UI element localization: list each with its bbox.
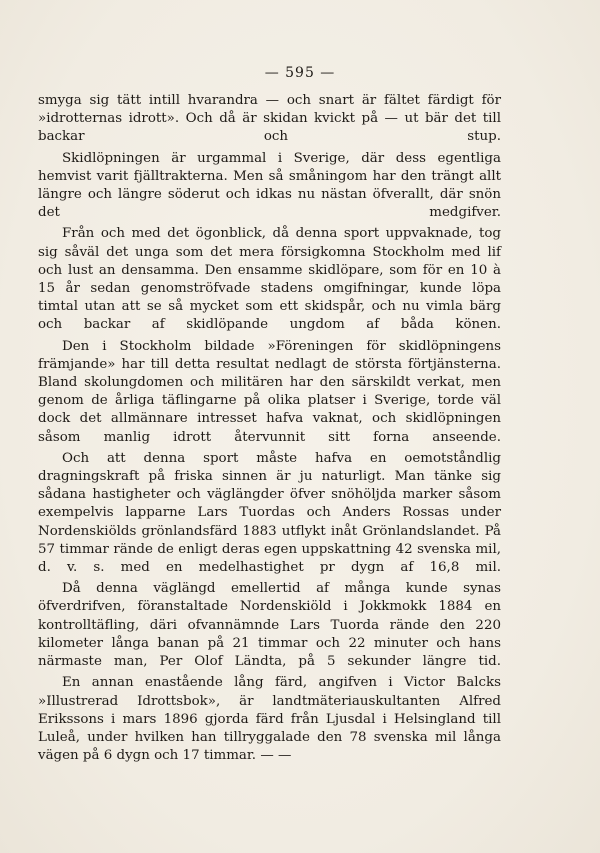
paragraph: Då denna väglängd emellertid af många kunde synas öfverdrifven, föranstaltade Nordenskiöld i Jokkmokk 1884 en kontrolltäfling, däri ofvannämnde Lars Tuorda rände den 220 kilometer långa banan på 21 timmar och 22 minuter och hans närmaste man, Per Olof Ländta, på 5 sekunder längre tid. xyxy=(38,581,501,670)
page-number: — 595 — xyxy=(264,65,336,81)
paragraph: Och att denna sport måste hafva en oemotståndlig dragningskraft på friska sinnen är ju naturligt. Man tänke sig sådana hastigheter och väglängder öfver snöhöljda marker såsom exempelvis lapparne Lars Tuordas och Anders Rossas under Nordenskiölds grönlandsfärd 1883 utflykt inåt Grönlandslandet. På 57 timmar rände de enligt deras egen uppskattning 42 svenska mil, d. v. s. med en medelhastighet pr dygn af 16,8 mil. xyxy=(38,450,501,576)
paragraph: Skidlöpningen är urgammal i Sverige, där dess egentliga hemvist varit fjälltrakterna. Men så småningom har den trängt allt längre och längre söderut och idkas nu nästan öfverallt, där snön det medgifver. xyxy=(38,150,501,221)
paragraph: En annan enastående lång färd, angifven i Victor Balcks »Illustrerad Idrottsbok», är landtmäteriauskultanten Alfred Erikssons i mars 1896 gjorda färd från Ljusdal i Helsingland till Luleå, under hvilken han tillryggalade den 78 svenska mil långa vägen på 6 dygn och 17 timmar. — — xyxy=(38,675,501,764)
paragraph: Från och med det ögonblick, då denna sport uppvaknade, tog sig såväl det unga som det mera försigkomna Stockholm med lif och lust an densamma. Den ensamme skidlöpare, som för en 10 à 15 år sedan genomströfvade stadens omgifningar, kunde löpa timtal utan att se så mycket som ett skidspår, och nu vimla bärg och backar af skidlöpande ungdom af båda könen. xyxy=(38,226,501,333)
body-text xyxy=(38,92,501,768)
paragraph: Den i Stockholm bildade »Föreningen för skidlöpningens främjande» har till detta resultat nedlagt de största förtjänsterna. Bland skolungdomen och militären har den särskildt verkat, men genom de årliga täflingarne på olika platser i Sverige, torde väl dock det allmännare intresset hafva vaknat, och skidlöpningen såsom manlig idrott återvunnit sitt forna anseende. xyxy=(38,338,501,445)
paragraph: smyga sig tätt intill hvarandra — och snart är fältet färdigt för »idrotternas idrott». Och då är skidan kvickt på — ut bär det till backar och stup. xyxy=(38,93,501,145)
